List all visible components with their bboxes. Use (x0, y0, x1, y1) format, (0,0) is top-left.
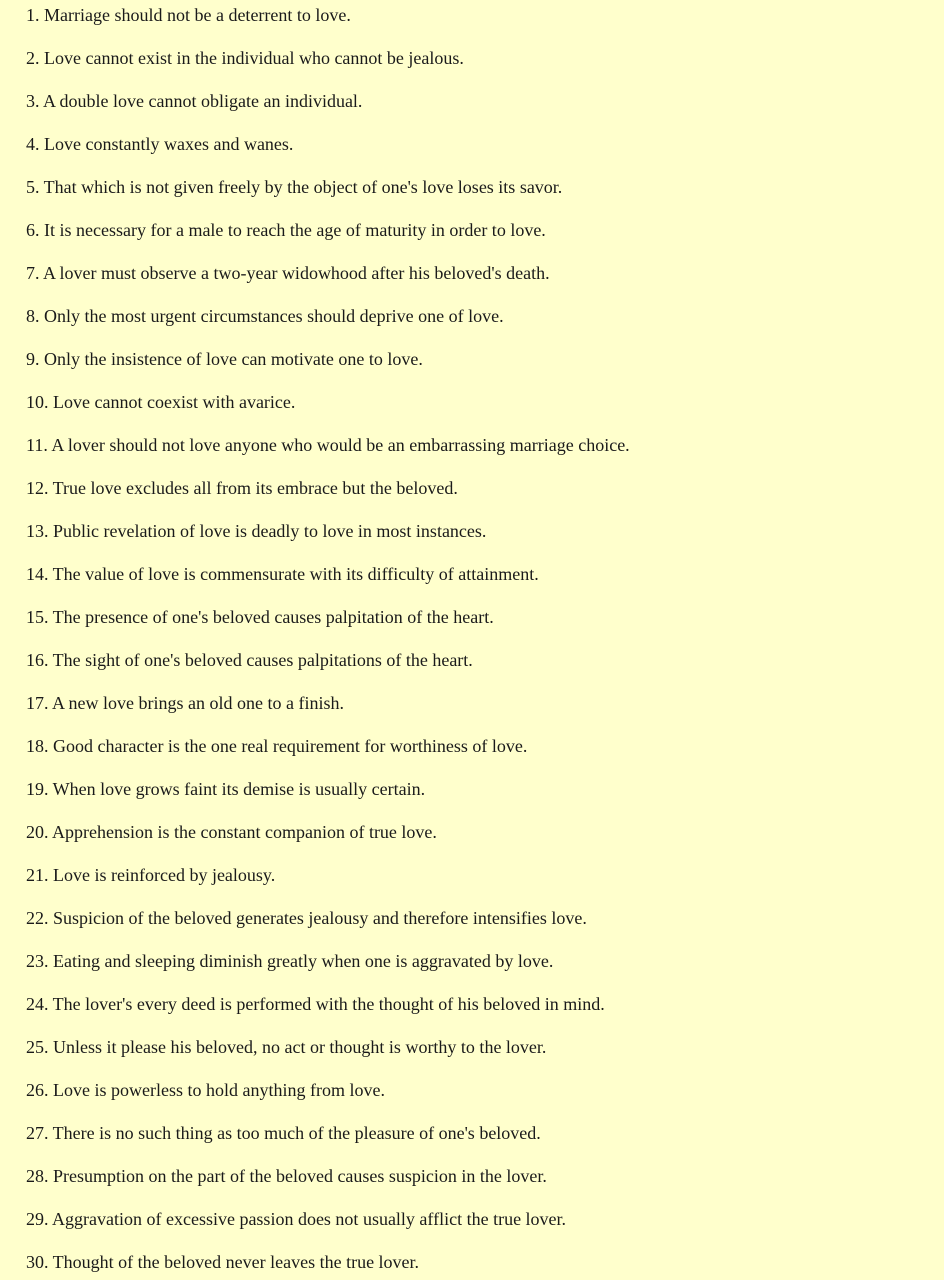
rule-item: 4. Love constantly waxes and wanes. (26, 134, 294, 154)
rule-item: 21. Love is reinforced by jealousy. (26, 865, 276, 885)
rule-item: 17. A new love brings an old one to a finish. (26, 693, 344, 713)
rule-item: 26. Love is powerless to hold anything from love. (26, 1080, 385, 1100)
rule-item: 15. The presence of one's beloved causes palpitation of the heart. (26, 607, 494, 627)
rule-item: 5. That which is not given freely by the object of one's love loses its savor. (26, 177, 563, 197)
rule-item: 22. Suspicion of the beloved generates jealousy and therefore intensifies love. (26, 908, 587, 928)
rule-item: 9. Only the insistence of love can motivate one to love. (26, 349, 423, 369)
rule-item: 2. Love cannot exist in the individual who cannot be jealous. (26, 48, 464, 68)
rule-item: 3. A double love cannot obligate an individual. (26, 91, 363, 111)
rule-item: 19. When love grows faint its demise is usually certain. (26, 779, 426, 799)
rule-item: 16. The sight of one's beloved causes palpitations of the heart. (26, 650, 473, 670)
rule-item: 1. Marriage should not be a deterrent to love. (26, 5, 351, 25)
rule-item: 14. The value of love is commensurate with its difficulty of attainment. (26, 564, 539, 584)
rule-item: 11. A lover should not love anyone who would be an embarrassing marriage choice. (26, 435, 630, 455)
rule-item: 18. Good character is the one real requirement for worthiness of love. (26, 736, 528, 756)
rule-item: 12. True love excludes all from its embrace but the beloved. (26, 478, 458, 498)
rule-item: 20. Apprehension is the constant companion of true love. (26, 822, 437, 842)
rule-item: 24. The lover's every deed is performed with the thought of his beloved in mind. (26, 994, 605, 1014)
rule-item: 6. It is necessary for a male to reach the age of maturity in order to love. (26, 220, 546, 240)
rule-item: 29. Aggravation of excessive passion does not usually afflict the true lover. (26, 1209, 567, 1229)
rule-item: 25. Unless it please his beloved, no act or thought is worthy to the lover. (26, 1037, 547, 1057)
rule-item: 10. Love cannot coexist with avarice. (26, 392, 296, 412)
rule-item: 23. Eating and sleeping diminish greatly when one is aggravated by love. (26, 951, 554, 971)
rule-item: 7. A lover must observe a two-year widowhood after his beloved's death. (26, 263, 550, 283)
rule-item: 13. Public revelation of love is deadly to love in most instances. (26, 521, 487, 541)
rule-item: 28. Presumption on the part of the beloved causes suspicion in the lover. (26, 1166, 547, 1186)
rule-item: 27. There is no such thing as too much of the pleasure of one's beloved. (26, 1123, 541, 1143)
rule-item: 30. Thought of the beloved never leaves the true lover. (26, 1252, 420, 1272)
rule-item: 8. Only the most urgent circumstances should deprive one of love. (26, 306, 504, 326)
